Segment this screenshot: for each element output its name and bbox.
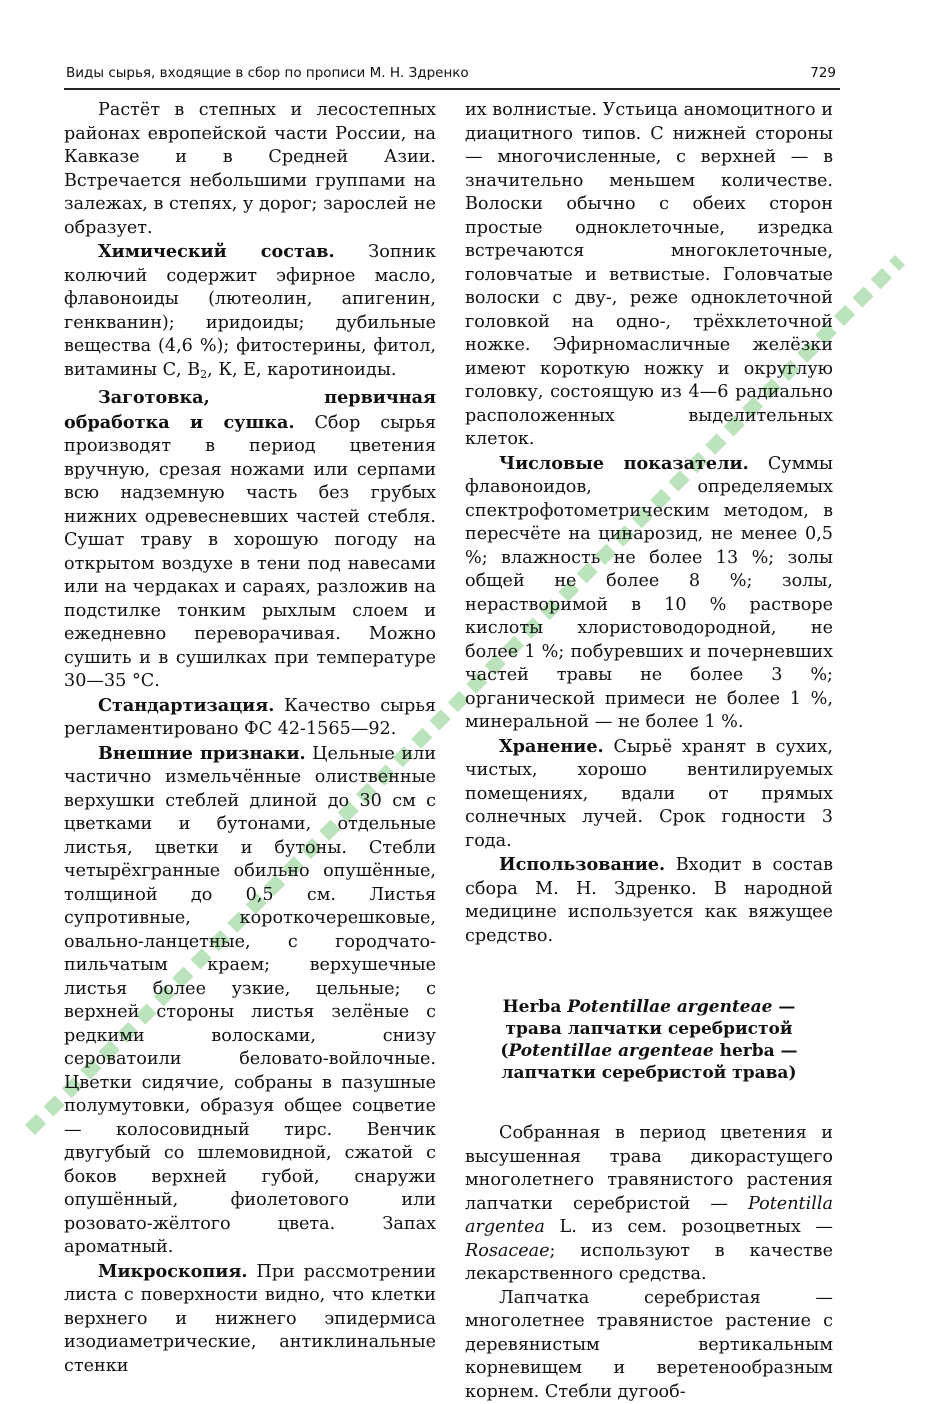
paragraph-external <box>64 742 436 1260</box>
paragraph-usage <box>465 853 833 948</box>
collection-text-a: Собранная в период цветения и высушенная трава дикорастущего многолетнего травянистого растения лапчатки серебристой — <box>465 1123 833 1214</box>
title-part-5: herba — лапчатки серебристой трава) <box>501 1041 797 1083</box>
paragraph-microscopy <box>64 1260 436 1379</box>
page-number: 729 <box>810 65 836 81</box>
running-header <box>64 60 840 90</box>
title-part-3: — трава лапчатки серебристой ( <box>500 997 795 1061</box>
title-part-4: Potentillae argenteae <box>508 1041 713 1061</box>
heading-external: Внешние признаки. <box>98 743 306 764</box>
collection-latin-family: Rosaceae <box>465 1241 550 1261</box>
harvest-text: Сбор сырья производят в период цветения вручную, срезая ножами или серпами всю надземную часть без грубых нижних одревесневших частей стебля. Сушат траву в хорошую погоду на открытом воздухе в тени под навесами или на чердаках и сараях, разложив на подстилке тонким рыхлым слоем и ежедневно переворачивая. Можно сушить и в сушилках при температуре 30—35 °С. <box>64 413 436 692</box>
paragraph-chemistry <box>64 240 436 386</box>
title-part-1: Herba <box>503 997 568 1017</box>
paragraph-harvest <box>64 386 436 694</box>
microscopy-text: При рассмотрении листа с поверхности видно, что клетки верхнего и нижнего эпидермиса изодиаметрические, антиклинальные стенки <box>64 1262 436 1376</box>
collection-text-e: ; используют в качестве лекарственного средства. <box>465 1241 833 1285</box>
storage-text: Сырьё хранят в сухих, чистых, хорошо вентилируемых помещениях, вдали от прямых солнечных лучей. Срок годности 3 года. <box>465 737 833 851</box>
external-text: Цельные или частично измельчённые олиственные верхушки стеблей длиной до 30 см с цветками и бутонами, отдельные листья, цветки и бутоны. Стебли четырёхгранные обильно опушённые, толщиной до 0,5 см. Листья супротивные, короткочерешковые, овально-ланцетные, с городчато-пильчатым краем; верхушечные листья более узкие, цельные; с верхней стороны листья зелёные с редкими волосками, снизу сероватоили беловато-войлочные. Цветки сидячие, собраны в пазушные полумутовки, образуя общее соцветие — колосовидный тирс. Венчик двугубый со шлемовидной, сжатой с боков верхней губой, снаружи опушённый, фиолетового или розовато-жёлтого цвета. Запах ароматный. <box>64 744 436 1258</box>
standard-text: Качество сырья регламентировано ФС 42-1565—92. <box>64 696 436 740</box>
heading-microscopy: Микроскопия. <box>98 1261 247 1282</box>
chem-text-b: , К, Е, каротиноиды. <box>207 360 396 380</box>
chem-subscript: 2 <box>200 368 207 381</box>
paragraph-habitat: Растёт в степных и лесостепных районах европейской части России, на Кавказе и в Средней Азии. Встречается небольшими группами на залежах, в степях, у дорог; зарослей не образует. <box>64 99 436 240</box>
paragraph-numeric <box>465 452 833 735</box>
heading-standard: Стандартизация. <box>98 695 274 716</box>
right-column <box>465 99 833 1404</box>
paragraph-standard <box>64 694 436 742</box>
usage-text: Входит в состав сбора М. Н. Здренко. В народной медицине используется как вяжущее средство. <box>465 855 833 946</box>
paragraph-collection <box>465 1122 833 1287</box>
heading-storage: Хранение. <box>499 736 604 757</box>
left-column <box>64 99 436 1378</box>
section-title <box>477 996 821 1084</box>
collection-latin-species: Potentilla argentea <box>465 1194 833 1238</box>
paragraph-storage <box>465 735 833 854</box>
title-part-2: Potentillae argenteae <box>567 997 772 1017</box>
running-title: Виды сырья, входящие в сбор по прописи М. Н. Здренко <box>66 65 469 81</box>
heading-usage: Использование. <box>499 854 665 875</box>
numeric-text: Суммы флавоноидов, определяемых спектрофотометрическим методом, в пересчёте на цинарозид, не менее 0,5 %; влажность не более 13 %; золы общей не более 8 %; золы, нерастворимой в 10 % растворе кислоты хлористоводородной, не более 1 %; побуревших и почерневших частей травы не более 3 %; органической примеси не более 1 %, минеральной — не более 1 %. <box>465 454 833 733</box>
heading-numeric: Числовые показатели. <box>499 453 749 474</box>
collection-text-c: L. из сем. розоцветных — <box>545 1217 833 1237</box>
heading-chemistry: Химический состав. <box>98 241 335 262</box>
chem-text-a: Зопник колючий содержит эфирное масло, флавоноиды (лютеолин, апигенин, генкванин); иридоиды; дубильные вещества (4,6 %); фитостерины, фитол, витамины С, В <box>64 242 436 380</box>
heading-harvest: Заготовка, первичная обработка и сушка. <box>64 387 436 433</box>
paragraph-microscopy-cont: их волнистые. Устьица аномоцитного и диацитного типов. С нижней стороны — многочисленные, с верхней — в значительно меньшем количестве. Волоски обычно с обеих сторон простые одноклеточные, изредка встречаются многоклеточные, головчатые и ветвистые. Головчатые волоски с дву-, реже одноклеточной головкой на одно-, трёхклеточной ножке. Эфирномасличные желёзки имеют короткую ножку и округлую головку, состоящую из 4—6 радиально расположенных выделительных клеток. <box>465 99 833 452</box>
paragraph-description: Лапчатка серебристая — многолетнее травянистое растение с деревянистым вертикальным корневищем и веретенообразным корнем. Стебли дугооб- <box>465 1287 833 1404</box>
